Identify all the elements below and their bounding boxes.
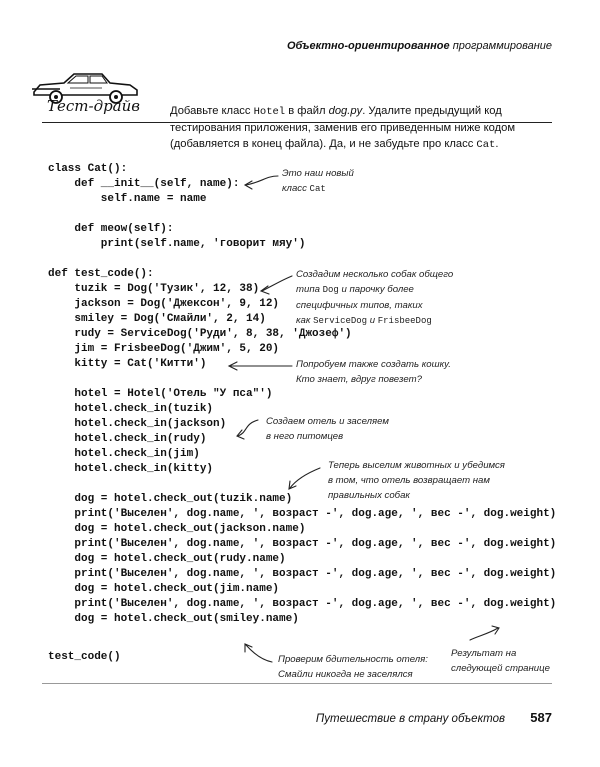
code-line: hotel.check_in(jackson) <box>48 418 227 430</box>
arrow-smiley <box>246 645 272 662</box>
code-line: hotel.check_in(jim) <box>48 448 200 460</box>
annotation-dogs: Создадим несколько собак общего типа Dog и парочку более специфичных типов, таких как ServiceDog и FrisbeeDog <box>296 269 454 326</box>
code-line: self.name = name <box>48 193 207 205</box>
code-line: dog = hotel.check_out(rudy.name) <box>48 553 286 565</box>
annotation-hotel: Создаем отель и заселяем в него питомцев <box>266 416 389 442</box>
code-line: dog = hotel.check_out(jim.name) <box>48 583 280 595</box>
annotation-cat-class: Это наш новый класс Cat <box>282 168 354 194</box>
header-part1: Объектно-ориентированное <box>286 40 450 52</box>
code-line: test_code() <box>48 651 121 663</box>
code-line: dog = hotel.check_out(tuzik.name) <box>48 493 293 505</box>
code-line: print(self.name, 'говорит мяу') <box>48 238 306 250</box>
arrow-checkout <box>290 468 320 488</box>
test-drive-title: Тест-драйв <box>47 97 141 115</box>
code-line: jackson = Dog('Джексон', 9, 12) <box>48 298 280 310</box>
code-line: hotel = Hotel('Отель "У пса"') <box>48 388 273 400</box>
arrow-cat <box>246 176 278 185</box>
code-line: class Cat(): <box>48 163 128 175</box>
annotation-kitty: Попробуем также создать кошку. Кто знает, вдруг повезет? <box>296 359 451 385</box>
code-line: print('Выселен', dog.name, ', возраст -', dog.age, ', вес -', dog.weight) <box>48 508 557 520</box>
code-line: dog = hotel.check_out(jackson.name) <box>48 523 306 535</box>
code-line: dog = hotel.check_out(smiley.name) <box>48 613 299 625</box>
footer-text: Путешествие в страну объектов <box>315 713 505 725</box>
annotation-smiley: Проверим бдительность отеля: Смайли никогда не заселялся <box>278 654 428 680</box>
code-line: print('Выселен', dog.name, ', возраст -', dog.age, ', вес -', dog.weight) <box>48 598 557 610</box>
code-line: hotel.check_in(kitty) <box>48 463 214 475</box>
code-line: hotel.check_in(rudy) <box>48 433 207 445</box>
annotation-checkout: Теперь выселим животных и убедимся в том, что отель возвращает нам правильных собак <box>328 460 505 501</box>
arrow-dogs <box>262 276 292 291</box>
arrow-hotel <box>238 420 258 436</box>
annotation-result: Результат на следующей странице <box>451 648 550 674</box>
code-line: kitty = Cat('Китти') <box>48 358 207 370</box>
bottom-rule <box>42 683 552 684</box>
code-line: rudy = ServiceDog('Руди', 8, 38, 'Джозеф') <box>48 328 352 340</box>
code-line: def meow(self): <box>48 223 174 235</box>
header-part2: программирование <box>452 40 552 52</box>
code-line: print('Выселен', dog.name, ', возраст -', dog.age, ', вес -', dog.weight) <box>48 568 557 580</box>
code-line: smiley = Dog('Смайли', 2, 14) <box>48 313 266 325</box>
code-line: tuzik = Dog('Тузик', 12, 38) <box>48 283 260 295</box>
code-line: print('Выселен', dog.name, ', возраст -', dog.age, ', вес -', dog.weight) <box>48 538 557 550</box>
code-line: def __init__(self, name): <box>48 178 240 190</box>
page-number: 587 <box>530 710 552 725</box>
code-line: jim = FrisbeeDog('Джим', 5, 20) <box>48 343 280 355</box>
arrow-result <box>470 628 498 640</box>
intro-text: Добавьте класс Hotel в файл dog.py. Удалите предыдущий код тестирования приложения, заменив его приведенным ниже кодом (добавляется в конец файла). Да, и не забудьте про класс Cat. <box>170 105 516 151</box>
code-line: hotel.check_in(tuzik) <box>48 403 214 415</box>
code-line: def test_code(): <box>48 268 154 280</box>
